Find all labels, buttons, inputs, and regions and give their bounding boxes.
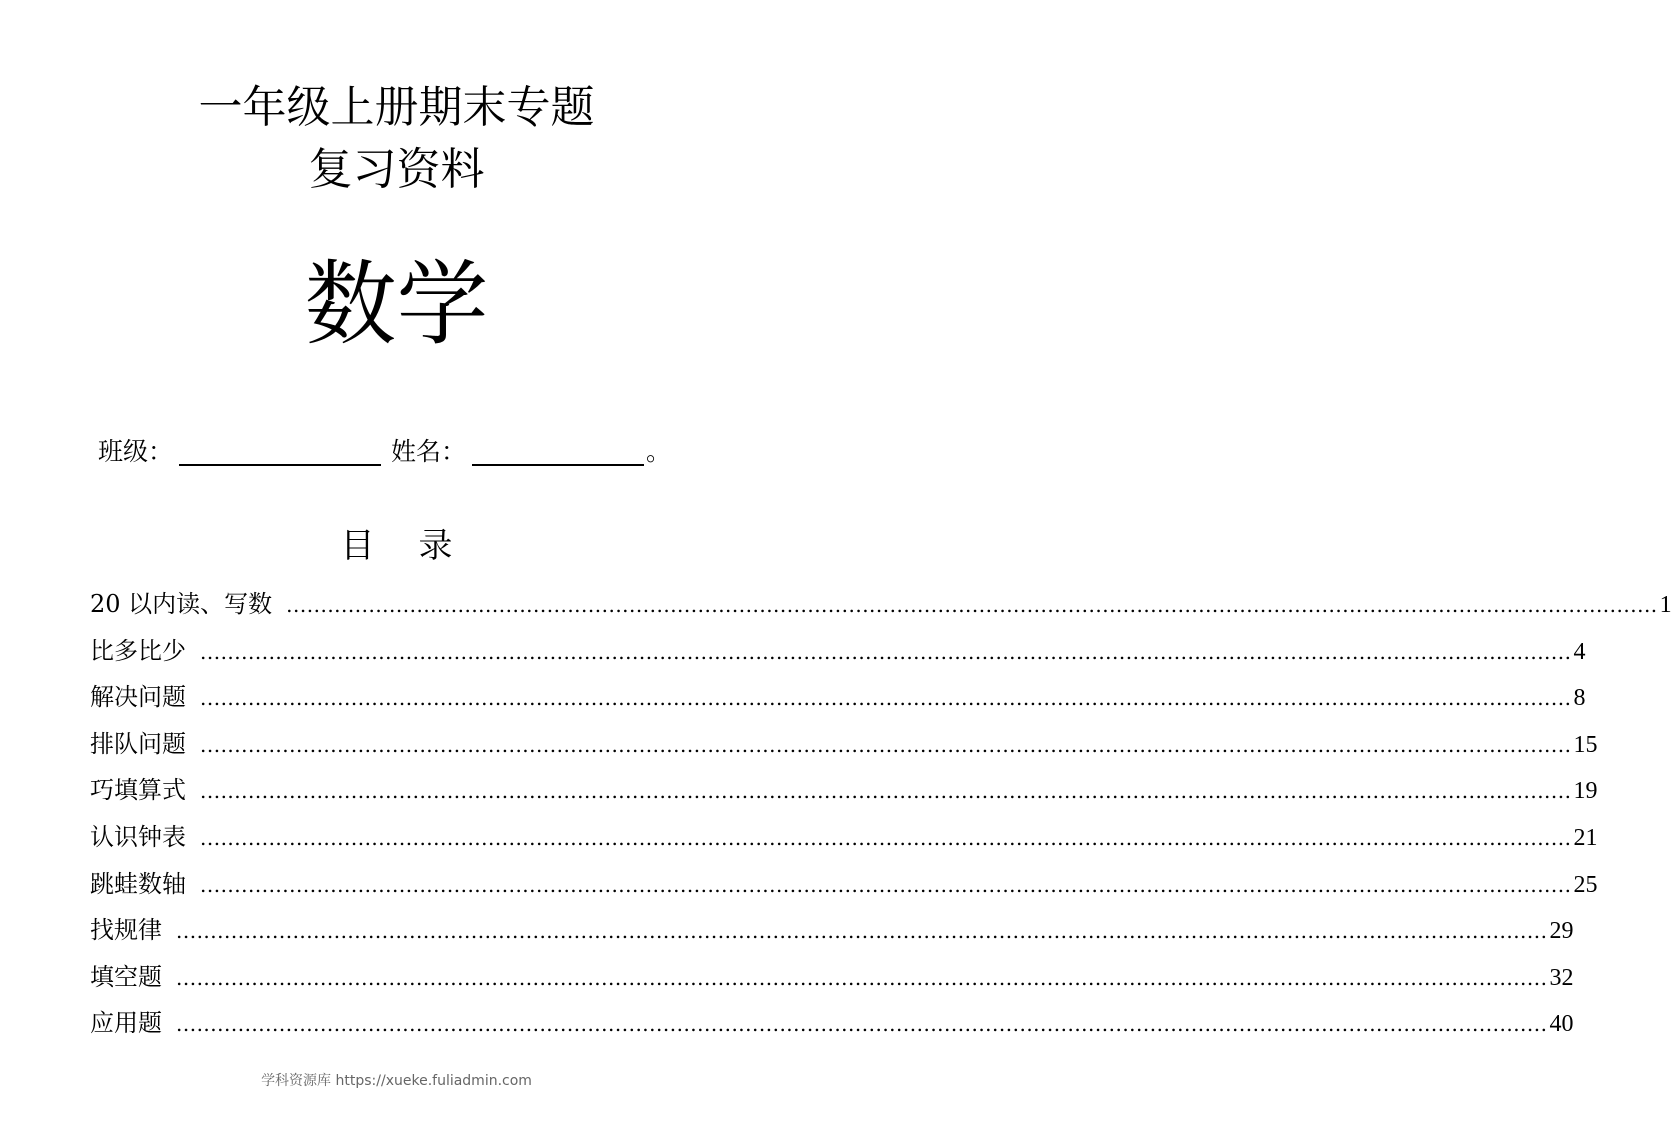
toc-entry[interactable] xyxy=(90,772,1598,819)
toc-entry-page: 1 xyxy=(1659,592,1672,618)
toc-entry[interactable] xyxy=(90,586,1672,633)
toc-entry-page: 21 xyxy=(1573,824,1598,851)
toc-entry[interactable] xyxy=(90,959,1574,1006)
toc-leader-dots: ........................................................................................................................................................................................................ xyxy=(176,919,1548,944)
toc-leader-dots: ........................................................................................................................................................................................................ xyxy=(200,639,1572,664)
toc-entry[interactable] xyxy=(90,679,1586,726)
toc-entry-page: 19 xyxy=(1573,778,1598,805)
toc-entry[interactable] xyxy=(90,866,1598,913)
toc-leader-dots: ........................................................................................................................................................................................................ xyxy=(176,1012,1548,1037)
toc-entry-label: 跳蛙数轴 xyxy=(90,869,186,898)
toc-entry-label: 巧填算式 xyxy=(90,776,186,805)
toc-entry[interactable] xyxy=(90,633,1586,680)
toc-entry[interactable] xyxy=(90,819,1598,866)
end-mark: 。 xyxy=(646,437,672,466)
toc-entry-label: 应用题 xyxy=(90,1009,162,1038)
class-label: 班级： xyxy=(98,437,174,466)
toc-entry-page: 32 xyxy=(1549,964,1574,991)
toc-heading xyxy=(0,524,793,568)
toc-leader-dots: ........................................................................................................................................................................................................ xyxy=(200,872,1572,897)
table-of-contents xyxy=(90,586,1672,1052)
toc-entry-label: 20 以内读、写数 xyxy=(90,590,273,618)
toc-entry-page: 29 xyxy=(1549,918,1574,945)
name-blank[interactable] xyxy=(472,438,644,466)
toc-entry-label: 比多比少 xyxy=(90,636,186,665)
student-info xyxy=(98,434,671,470)
toc-entry-label: 认识钟表 xyxy=(90,822,186,851)
toc-entry-page: 15 xyxy=(1573,731,1598,758)
toc-heading-char: 录 xyxy=(418,526,453,566)
class-blank[interactable] xyxy=(179,438,381,466)
toc-entry[interactable] xyxy=(90,1005,1574,1052)
toc-leader-dots: ........................................................................................................................................................................................................ xyxy=(200,779,1572,804)
toc-entry-label: 填空题 xyxy=(90,962,162,991)
toc-entry[interactable] xyxy=(90,726,1598,773)
toc-entry-page: 4 xyxy=(1573,638,1586,665)
toc-entry[interactable] xyxy=(90,912,1574,959)
subject-title: 数学 xyxy=(304,251,489,358)
toc-entry-label: 排队问题 xyxy=(90,729,186,758)
document-title: 一年级上册期末专题 xyxy=(198,82,595,133)
toc-entry-label: 找规律 xyxy=(90,916,162,945)
toc-entry-label: 解决问题 xyxy=(90,683,186,712)
toc-leader-dots: ........................................................................................................................................................................................................ xyxy=(200,732,1572,757)
toc-leader-dots: ........................................................................................................................................................................................................ xyxy=(200,825,1572,850)
footer-watermark: 学科资源库 https://xueke.fuliadmin.com xyxy=(261,1073,532,1089)
toc-entry-page: 40 xyxy=(1549,1011,1574,1038)
toc-entry-page: 8 xyxy=(1573,685,1586,712)
toc-leader-dots: ........................................................................................................................................................................................................ xyxy=(286,593,1658,617)
document-subtitle: 复习资料 xyxy=(308,144,485,195)
name-label: 姓名： xyxy=(391,437,467,466)
toc-heading-char: 目 xyxy=(340,526,375,566)
toc-entry-page: 25 xyxy=(1573,871,1598,898)
toc-leader-dots: ........................................................................................................................................................................................................ xyxy=(176,965,1548,990)
toc-leader-dots: ........................................................................................................................................................................................................ xyxy=(200,686,1572,711)
